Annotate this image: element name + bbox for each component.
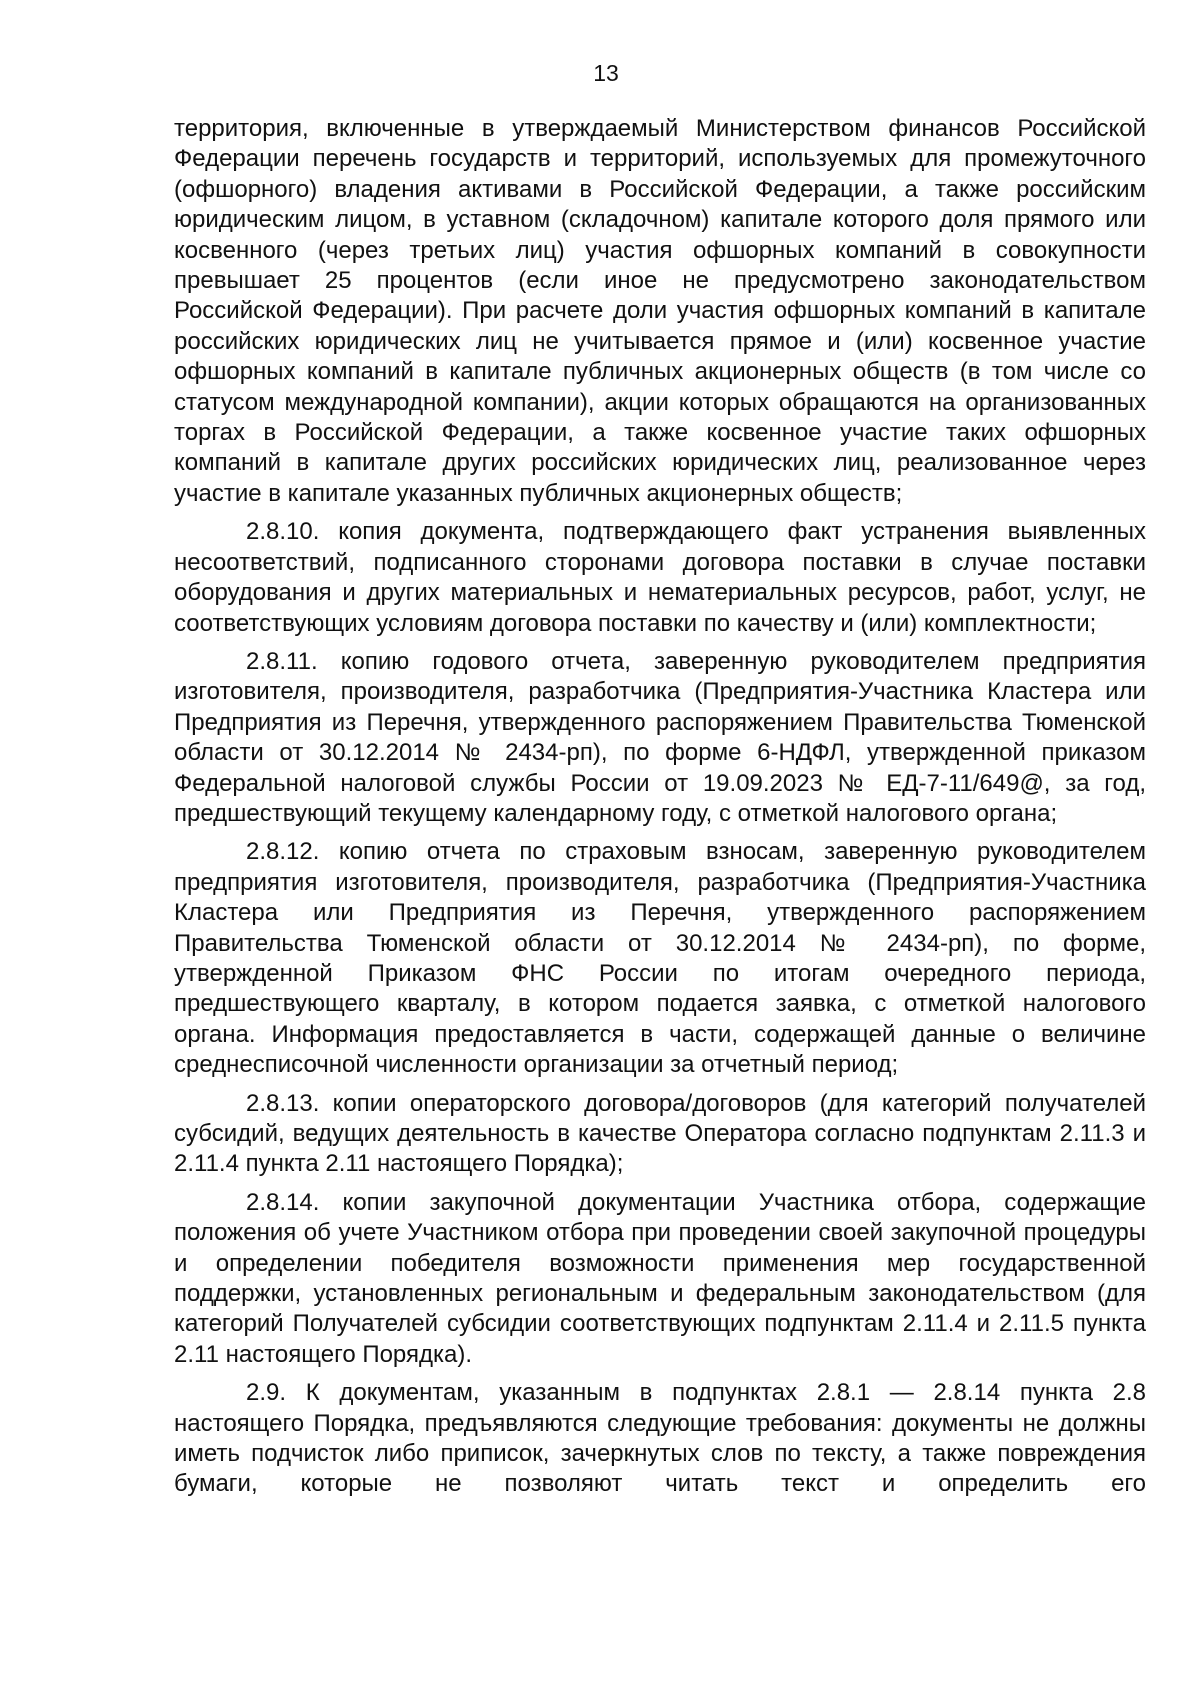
paragraph-2-8-14: 2.8.14. копии закупочной документации Участника отбора, содержащие положения об учете Участником отбора при проведении своей закупочной процедуры и определении победителя возможности применения мер государственной поддержки, установленных региональным и федеральным законодательством (для категорий Получателей субсидии соответствующих подпунктам 2.11.4 и 2.11.5 пункта 2.11 настоящего Порядка). xyxy=(174,1188,1146,1368)
document-body xyxy=(174,114,1146,1508)
paragraph-2-8-13: 2.8.13. копии операторского договора/договоров (для категорий получателей субсидий, ведущих деятельность в качестве Оператора согласно подпунктам 2.11.3 и 2.11.4 пункта 2.11 настоящего Порядка); xyxy=(174,1089,1146,1178)
paragraph-2-8-11: 2.8.11. копию годового отчета, заверенную руководителем предприятия изготовителя, производителя, разработчика (Предприятия-Участника Кластера или Предприятия из Перечня, утвержденного распоряжением Правительства Тюменской области от 30.12.2014 № 2434-рп), по форме 6-НДФЛ, утвержденной приказом Федеральной налоговой службы России от 19.09.2023 № ЕД-7-11/649@, за год, предшествующий текущему календарному году, с отметкой налогового органа; xyxy=(174,647,1146,827)
paragraph-2-8-10: 2.8.10. копия документа, подтверждающего факт устранения выявленных несоответствий, подписанного сторонами договора поставки в случае поставки оборудования и других материальных и нематериальных ресурсов, работ, услуг, не соответствующих условиям договора поставки по качеству и (или) комплектности; xyxy=(174,518,1146,637)
paragraph-2-9: 2.9. К документам, указанным в подпунктах 2.8.1 — 2.8.14 пункта 2.8 настоящего Порядка, предъявляются следующие требования: документы не должны иметь подчисток либо приписок, зачеркнутых слов по тексту, а также повреждения бумаги, которые не позволяют читать текст и определить его xyxy=(174,1379,1146,1498)
page-number: 13 xyxy=(593,60,619,86)
paragraph-offshore-continuation: территория, включенные в утверждаемый Министерством финансов Российской Федерации перечень государств и территорий, используемых для промежуточного (офшорного) владения активами в Российской Федерации, а также российским юридическим лицом, в уставном (складочном) капитале которого доля прямого или косвенного (через третьих лиц) участия офшорных компаний в совокупности превышает 25 процентов (если иное не предусмотрено законодательством Российской Федерации). При расчете доли участия офшорных компаний в капитале российских юридических лиц не учитывается прямое и (или) косвенное участие офшорных компаний в капитале публичных акционерных обществ (в том числе со статусом международной компании), акции которых обращаются на организованных торгах в Российской Федерации, а также косвенное участие таких офшорных компаний в капитале других российских юридических лиц, реализованное через участие в капитале указанных публичных акционерных обществ; xyxy=(174,115,1146,507)
paragraph-2-8-12: 2.8.12. копию отчета по страховым взносам, заверенную руководителем предприятия изготовителя, производителя, разработчика (Предприятия-Участника Кластера или Предприятия из Перечня, утвержденного распоряжением Правительства Тюменской области от 30.12.2014 № 2434-рп), по форме, утвержденной Приказом ФНС России по итогам очередного периода, предшествующего кварталу, в котором подается заявка, с отметкой налогового органа. Информация предоставляется в части, содержащей данные о величине среднесписочной численности организации за отчетный период; xyxy=(174,838,1146,1079)
